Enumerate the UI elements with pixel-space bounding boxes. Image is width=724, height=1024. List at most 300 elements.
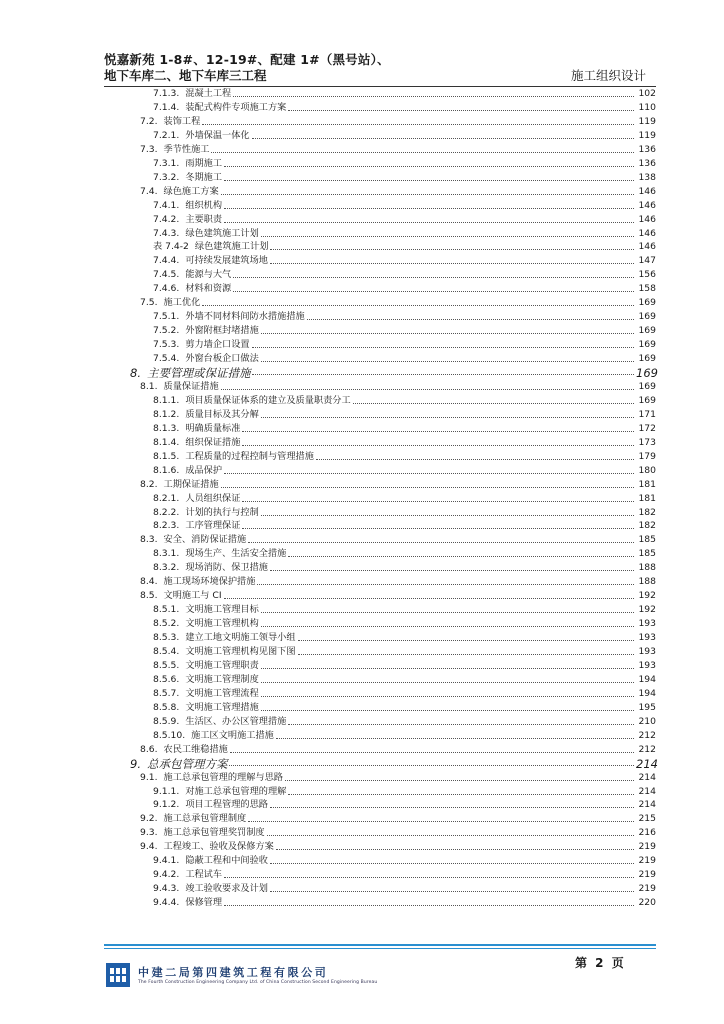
toc-entry[interactable] xyxy=(0,295,656,309)
toc-entry-number: 8.5.1. xyxy=(153,604,180,616)
toc-entry-title: 外墙保温一体化 xyxy=(185,129,250,141)
toc-entry-title: 工序管理保证 xyxy=(185,520,241,532)
toc-entry-title: 绿色建筑施工计划 xyxy=(185,227,259,239)
toc-entry-page: 210 xyxy=(638,715,656,727)
toc-leader-dots xyxy=(224,877,634,878)
toc-entry-title: 绿色施工方案 xyxy=(163,185,219,197)
toc-entry-page: 216 xyxy=(638,827,656,839)
toc-entry-title: 质量目标及其分解 xyxy=(185,408,259,420)
toc-entry-title: 外墙不同材料间防水措施措施 xyxy=(185,311,305,323)
toc-entry-page: 214 xyxy=(636,756,658,771)
toc-entry[interactable] xyxy=(0,700,656,714)
toc-entry-page: 102 xyxy=(638,88,656,99)
toc-entry-number: 7.5.4. xyxy=(153,353,180,365)
toc-leader-dots xyxy=(261,696,634,697)
toc-entry-title: 主要职责 xyxy=(185,213,223,225)
toc-entry-number: 7.1.3. xyxy=(153,88,180,99)
toc-leader-dots xyxy=(224,180,634,181)
toc-entry[interactable] xyxy=(0,114,656,128)
toc-entry-title: 计划的执行与控制 xyxy=(185,506,259,518)
toc-leader-dots xyxy=(224,473,634,474)
toc-entry-page: 169 xyxy=(638,297,656,309)
toc-leader-dots xyxy=(242,501,634,502)
toc-entry-page: 169 xyxy=(638,394,656,406)
toc-entry-title: 对施工总承包管理的理解 xyxy=(185,785,287,797)
toc-leader-dots xyxy=(270,570,634,571)
toc-leader-dots xyxy=(211,152,634,153)
toc-entry[interactable] xyxy=(0,518,656,532)
toc-entry-title: 季节性施工 xyxy=(163,143,210,155)
toc-entry-number: 8.3. xyxy=(140,534,158,546)
toc-entry-title: 可持续发展建筑场地 xyxy=(185,255,268,267)
toc-leader-dots xyxy=(252,347,634,348)
toc-entry-page: 169 xyxy=(638,325,656,337)
toc-entry[interactable] xyxy=(0,239,656,253)
toc-entry-page: 146 xyxy=(638,241,656,253)
toc-entry-number: 7.3.2. xyxy=(153,171,180,183)
toc-leader-dots xyxy=(224,166,634,167)
toc-entry-title: 施工总承包管理奖罚制度 xyxy=(163,827,265,839)
toc-entry-title: 保修管理 xyxy=(185,897,223,909)
toc-leader-dots xyxy=(353,403,634,404)
toc-leader-dots xyxy=(202,124,634,125)
toc-entry-page: 146 xyxy=(638,213,656,225)
toc-entry-title: 施工优化 xyxy=(163,297,201,309)
toc-entry-number: 8.1. xyxy=(140,380,158,392)
toc-entry-title: 质量保证措施 xyxy=(163,380,219,392)
toc-entry-page: 147 xyxy=(638,255,656,267)
toc-entry[interactable] xyxy=(0,365,656,379)
toc-entry-number: 9.1.2. xyxy=(153,799,180,811)
toc-entry-page: 220 xyxy=(638,897,656,909)
footer-divider-thin xyxy=(104,948,656,949)
toc-entry-page: 215 xyxy=(638,813,656,825)
toc-entry-page: 193 xyxy=(638,632,656,644)
toc-leader-dots xyxy=(224,905,634,906)
toc-leader-dots xyxy=(230,752,634,753)
toc-leader-dots xyxy=(298,640,634,641)
toc-leader-dots xyxy=(242,445,634,446)
toc-entry-page: 185 xyxy=(638,534,656,546)
toc-entry-number: 7.4.4. xyxy=(153,255,180,267)
toc-entry[interactable] xyxy=(0,463,656,477)
toc-entry-page: 212 xyxy=(638,729,656,741)
toc-leader-dots xyxy=(270,249,634,250)
toc-entry[interactable] xyxy=(0,616,656,630)
toc-entry-number: 9.4.1. xyxy=(153,855,180,867)
toc-entry[interactable] xyxy=(0,309,656,323)
toc-entry-title: 成品保护 xyxy=(185,464,223,476)
toc-leader-dots xyxy=(261,515,634,516)
toc-entry-number: 8.5. xyxy=(140,590,158,602)
toc-entry-page: 119 xyxy=(638,129,656,141)
toc-entry-page: 146 xyxy=(638,185,656,197)
toc-entry-number: 7.4.5. xyxy=(153,269,180,281)
toc-entry-title: 文明施工管理机构 xyxy=(185,618,259,630)
toc-entry-number: 7.3.1. xyxy=(153,157,180,169)
toc-leader-dots xyxy=(224,222,634,223)
toc-entry-number: 8.5.3. xyxy=(153,632,180,644)
toc-entry[interactable] xyxy=(0,574,656,588)
toc-entry-number: 8.3.1. xyxy=(153,548,180,560)
toc-entry-page: 193 xyxy=(638,618,656,630)
toc-leader-dots xyxy=(221,487,634,488)
toc-entry[interactable] xyxy=(0,630,656,644)
toc-entry[interactable] xyxy=(0,811,656,825)
toc-entry[interactable] xyxy=(0,714,656,728)
toc-entry-title: 文明施工管理机构见图下图 xyxy=(185,646,296,657)
toc-entry[interactable] xyxy=(0,212,656,226)
toc-entry-number: 7.5.3. xyxy=(153,339,180,351)
toc-leader-dots xyxy=(261,710,634,711)
toc-entry-number: 8.1.5. xyxy=(153,450,180,462)
toc-entry-title: 能源与大气 xyxy=(185,269,232,281)
toc-entry-number: 9.4.4. xyxy=(153,897,180,909)
toc-leader-dots xyxy=(270,863,634,864)
toc-entry-title: 项目工程管理的思路 xyxy=(185,799,268,811)
toc-entry[interactable] xyxy=(0,602,656,616)
toc-entry[interactable] xyxy=(0,198,656,212)
toc-entry-number: 7.1.4. xyxy=(153,101,180,113)
toc-leader-dots xyxy=(221,389,634,390)
toc-entry-page: 138 xyxy=(638,171,656,183)
company-name-en: The Fourth Construction Engineering Company Ltd. of China Construction Second Engineering Bureau xyxy=(138,980,378,985)
toc-leader-dots xyxy=(288,794,634,795)
company-name: 中建二局第四建筑工程有限公司 xyxy=(138,966,329,979)
toc-leader-dots xyxy=(316,459,634,460)
toc-entry-number: 8.5.5. xyxy=(153,659,180,671)
toc-entry-title: 工期保证措施 xyxy=(163,478,219,490)
toc-entry-number: 7.3. xyxy=(140,143,158,155)
toc-entry-number: 8.2.2. xyxy=(153,506,180,518)
header-project-name: 悦嘉新苑 1-8#、12-19#、配建 1#（黑号站）、 xyxy=(104,52,390,67)
header-doc-type: 施工组织设计 xyxy=(570,68,646,83)
toc-entry-page: 219 xyxy=(638,855,656,867)
toc-entry-title: 绿色建筑施工计划 xyxy=(194,241,269,253)
toc-entry[interactable] xyxy=(0,505,656,519)
toc-entry-page: 171 xyxy=(638,408,656,420)
toc-entry-number: 9. xyxy=(130,756,141,771)
toc-entry[interactable] xyxy=(0,756,656,770)
toc-entry-title: 材料和资源 xyxy=(185,283,232,295)
toc-entry-page: 169 xyxy=(638,311,656,323)
toc-entry-page: 219 xyxy=(638,869,656,881)
toc-entry-title: 组织保证措施 xyxy=(185,436,241,448)
toc-leader-dots xyxy=(261,417,634,418)
toc-leader-dots xyxy=(267,835,634,836)
toc-entry-title: 明确质量标准 xyxy=(185,422,241,434)
toc-entry-number: 表 7.4-2 xyxy=(153,241,189,253)
toc-leader-dots xyxy=(224,598,634,599)
toc-entry-title: 竣工验收要求及计划 xyxy=(185,883,268,895)
toc-entry-title: 施工总承包管理制度 xyxy=(163,813,247,825)
toc-leader-dots xyxy=(288,556,634,557)
toc-entry-number: 8.1.3. xyxy=(153,422,180,434)
toc-entry[interactable] xyxy=(0,393,656,407)
toc-entry[interactable] xyxy=(0,797,656,811)
toc-entry-page: 193 xyxy=(638,646,656,657)
toc-entry-page: 194 xyxy=(638,673,656,685)
page-number: 第 2 页 xyxy=(575,956,626,970)
toc-entry-title: 组织机构 xyxy=(185,199,223,211)
toc-entry-title: 雨期施工 xyxy=(185,157,223,169)
toc-entry-page: 181 xyxy=(638,478,656,490)
toc-entry-number: 7.5. xyxy=(140,297,158,309)
toc-entry[interactable] xyxy=(0,686,656,700)
toc-entry-page: 182 xyxy=(638,520,656,532)
toc-entry[interactable] xyxy=(0,672,656,686)
toc-entry-page: 146 xyxy=(638,199,656,211)
toc-entry-number: 7.4.2. xyxy=(153,213,180,225)
toc-leader-dots xyxy=(224,208,634,209)
header-line-2 xyxy=(104,68,660,84)
toc-entry[interactable] xyxy=(0,128,656,142)
toc-entry[interactable] xyxy=(0,546,656,560)
toc-entry-title: 剪力墙企口设置 xyxy=(185,339,250,351)
toc-entry[interactable] xyxy=(0,226,656,240)
toc-entry-title: 农民工维稳措施 xyxy=(163,743,228,755)
toc-leader-dots xyxy=(288,110,634,111)
toc-entry-number: 9.4. xyxy=(140,841,158,853)
toc-entry-title: 文明施工管理职责 xyxy=(185,659,259,671)
toc-leader-dots xyxy=(270,807,634,808)
toc-entry-title: 文明施工管理制度 xyxy=(185,673,259,685)
toc-leader-dots xyxy=(288,724,634,725)
toc-entry-number: 8.6. xyxy=(140,743,158,755)
toc-entry[interactable] xyxy=(0,170,656,184)
toc-entry-title: 人员组织保证 xyxy=(185,492,241,504)
toc-entry-title: 隐蔽工程和中间验收 xyxy=(185,855,268,867)
toc-entry-number: 7.4.1. xyxy=(153,199,180,211)
toc-entry-number: 7.4.3. xyxy=(153,227,180,239)
toc-entry[interactable] xyxy=(0,281,656,295)
toc-entry[interactable] xyxy=(0,588,656,602)
toc-leader-dots xyxy=(202,305,634,306)
toc-entry-number: 8.2.1. xyxy=(153,492,180,504)
toc-leader-dots xyxy=(276,738,634,739)
toc-entry-title: 文明施工管理目标 xyxy=(185,604,259,616)
toc-entry[interactable] xyxy=(0,407,656,421)
toc-entry-title: 现场消防、保卫措施 xyxy=(185,562,268,574)
toc-entry-title: 冬期施工 xyxy=(185,171,223,183)
toc-entry[interactable] xyxy=(0,825,656,839)
toc-entry-number: 8. xyxy=(130,366,141,380)
toc-entry-title: 工程竣工、验收及保修方案 xyxy=(163,841,274,853)
toc-entry-number: 9.1. xyxy=(140,771,158,783)
toc-entry[interactable] xyxy=(0,644,656,658)
toc-entry-page: 119 xyxy=(638,115,656,127)
toc-leader-dots xyxy=(242,431,634,432)
toc-leader-dots xyxy=(261,612,634,613)
toc-entry[interactable] xyxy=(0,742,656,756)
toc-entry-title: 装饰工程 xyxy=(163,115,201,127)
toc-entry-page: 192 xyxy=(638,590,656,602)
toc-entry-page: 172 xyxy=(638,422,656,434)
toc-entry[interactable] xyxy=(0,839,656,853)
toc-entry-page: 195 xyxy=(638,701,656,713)
toc-entry-page: 188 xyxy=(638,562,656,574)
toc-entry-title: 文明施工管理措施 xyxy=(185,701,259,713)
toc-leader-dots xyxy=(261,333,634,334)
toc-leader-dots xyxy=(233,277,634,278)
toc-entry-number: 8.5.7. xyxy=(153,687,180,699)
toc-leader-dots xyxy=(276,849,634,850)
toc-entry-number: 7.5.2. xyxy=(153,325,180,337)
toc-entry[interactable] xyxy=(0,784,656,798)
toc-entry[interactable] xyxy=(0,532,656,546)
toc-entry[interactable] xyxy=(0,267,656,281)
toc-entry-page: 192 xyxy=(638,604,656,616)
toc-entry-number: 8.1.6. xyxy=(153,464,180,476)
toc-entry[interactable] xyxy=(0,379,656,393)
toc-entry-page: 136 xyxy=(638,157,656,169)
toc-entry-page: 158 xyxy=(638,283,656,295)
toc-entry-number: 8.2.3. xyxy=(153,520,180,532)
toc-leader-dots xyxy=(252,374,634,375)
toc-entry[interactable] xyxy=(0,323,656,337)
toc-entry-title: 外窗台板企口做法 xyxy=(185,353,259,365)
toc-entry-title: 装配式构件专项施工方案 xyxy=(185,101,287,113)
toc-entry[interactable] xyxy=(0,491,656,505)
toc-leader-dots xyxy=(233,291,634,292)
toc-entry-number: 8.5.9. xyxy=(153,715,180,727)
toc-leader-dots xyxy=(261,626,634,627)
toc-entry[interactable] xyxy=(0,853,656,867)
toc-entry-title: 文明施工管理流程 xyxy=(185,687,259,699)
toc-leader-dots xyxy=(261,682,634,683)
toc-leader-dots xyxy=(248,542,634,543)
toc-entry-number: 8.5.10. xyxy=(153,729,186,741)
toc-entry-page: 110 xyxy=(638,101,656,113)
toc-leader-dots xyxy=(261,236,634,237)
toc-entry-number: 9.4.2. xyxy=(153,869,180,881)
toc-leader-dots xyxy=(248,821,634,822)
toc-entry-title: 生活区、办公区管理措施 xyxy=(185,715,287,727)
toc-entry[interactable] xyxy=(0,351,656,365)
toc-entry-number: 8.3.2. xyxy=(153,562,180,574)
toc-entry-page: 212 xyxy=(638,743,656,755)
toc-entry[interactable] xyxy=(0,156,656,170)
toc-leader-dots xyxy=(242,528,634,529)
toc-entry-title: 外窗附框封堵措施 xyxy=(185,325,259,337)
toc-entry-number: 7.2. xyxy=(140,115,158,127)
toc-entry-page: 214 xyxy=(638,771,656,783)
toc-entry-number: 8.5.6. xyxy=(153,673,180,685)
toc-leader-dots xyxy=(252,138,634,139)
toc-entry-page: 169 xyxy=(638,339,656,351)
toc-entry-page: 181 xyxy=(638,492,656,504)
toc-entry-page: 173 xyxy=(638,436,656,448)
toc-entry[interactable] xyxy=(0,337,656,351)
toc-entry-number: 8.1.4. xyxy=(153,436,180,448)
toc-entry-title: 混凝土工程 xyxy=(185,88,232,99)
company-logo-icon xyxy=(106,963,130,987)
toc-entry-number: 9.3. xyxy=(140,827,158,839)
toc-leader-dots xyxy=(307,319,634,320)
toc-entry-title: 工程质量的过程控制与管理措施 xyxy=(185,450,314,462)
toc-entry-number: 8.5.2. xyxy=(153,618,180,630)
toc-entry[interactable] xyxy=(0,881,656,895)
toc-entry-number: 9.2. xyxy=(140,813,158,825)
toc-entry-page: 219 xyxy=(638,883,656,895)
toc-entry[interactable] xyxy=(0,658,656,672)
toc-leader-dots xyxy=(270,263,634,264)
toc-entry-number: 8.1.1. xyxy=(153,394,180,406)
toc-entry-page: 182 xyxy=(638,506,656,518)
toc-entry[interactable] xyxy=(0,142,656,156)
toc-entry-number: 7.4. xyxy=(140,185,158,197)
toc-entry-number: 8.4. xyxy=(140,576,158,588)
toc-entry[interactable] xyxy=(0,253,656,267)
toc-entry-page: 188 xyxy=(638,576,656,588)
toc-entry-number: 8.5.8. xyxy=(153,701,180,713)
toc-entry-number: 8.2. xyxy=(140,478,158,490)
toc-entry-title: 安全、消防保证措施 xyxy=(163,534,247,546)
toc-entry-title: 现场生产、生活安全措施 xyxy=(185,548,287,560)
toc-entry-title: 建立工地文明施工领导小组 xyxy=(185,632,296,644)
toc-leader-dots xyxy=(233,96,634,97)
toc-leader-dots xyxy=(298,654,634,655)
header-project-name-cont: 地下车库二、地下车库三工程 xyxy=(104,68,267,83)
toc-entry[interactable] xyxy=(0,184,656,198)
toc-entry-page: 169 xyxy=(638,380,656,392)
toc-entry-page: 180 xyxy=(638,464,656,476)
toc-entry[interactable] xyxy=(0,449,656,463)
toc-entry[interactable] xyxy=(0,728,656,742)
toc-entry-title: 施工现场环境保护措施 xyxy=(163,576,256,588)
toc-entry-number: 9.4.3. xyxy=(153,883,180,895)
toc-entry[interactable] xyxy=(0,86,656,100)
toc-entry-page: 185 xyxy=(638,548,656,560)
toc-entry-number: 9.1.1. xyxy=(153,785,180,797)
toc-entry-page: 214 xyxy=(638,785,656,797)
toc-entry-page: 146 xyxy=(638,227,656,239)
toc-entry-title: 项目质量保证体系的建立及质量职责分工 xyxy=(185,394,351,406)
toc-entry-page: 169 xyxy=(638,353,656,365)
toc-entry[interactable] xyxy=(0,435,656,449)
toc-entry-number: 8.1.2. xyxy=(153,408,180,420)
toc-entry[interactable] xyxy=(0,770,656,784)
toc-leader-dots xyxy=(261,361,634,362)
toc-entry[interactable] xyxy=(0,477,656,491)
toc-entry-title: 总承包管理方案 xyxy=(146,756,228,771)
toc-entry-title: 工程试车 xyxy=(185,869,223,881)
toc-entry-page: 193 xyxy=(638,659,656,671)
toc-entry-page: 156 xyxy=(638,269,656,281)
toc-entry-title: 主要管理或保证措施 xyxy=(146,366,251,380)
toc-leader-dots xyxy=(221,194,634,195)
toc-entry-title: 文明施工与 CI xyxy=(163,590,222,602)
toc-entry[interactable] xyxy=(0,560,656,574)
toc-entry-number: 7.2.1. xyxy=(153,129,180,141)
toc-entry-page: 179 xyxy=(638,450,656,462)
toc-leader-dots xyxy=(285,780,634,781)
toc-entry[interactable] xyxy=(0,421,656,435)
toc-entry-page: 169 xyxy=(636,366,658,380)
page-header xyxy=(104,52,660,84)
toc-entry-number: 8.5.4. xyxy=(153,646,180,657)
toc-entry[interactable] xyxy=(0,867,656,881)
toc-leader-dots xyxy=(261,668,634,669)
toc-entry-number: 7.4.6. xyxy=(153,283,180,295)
toc-leader-dots xyxy=(229,765,634,766)
toc-entry[interactable] xyxy=(0,100,656,114)
toc-entry-title: 施工总承包管理的理解与思路 xyxy=(163,771,283,783)
toc-leader-dots xyxy=(257,584,634,585)
toc-entry-page: 219 xyxy=(638,841,656,853)
toc-entry[interactable] xyxy=(0,895,656,909)
toc-entry-title: 施工区文明施工措施 xyxy=(191,729,274,741)
